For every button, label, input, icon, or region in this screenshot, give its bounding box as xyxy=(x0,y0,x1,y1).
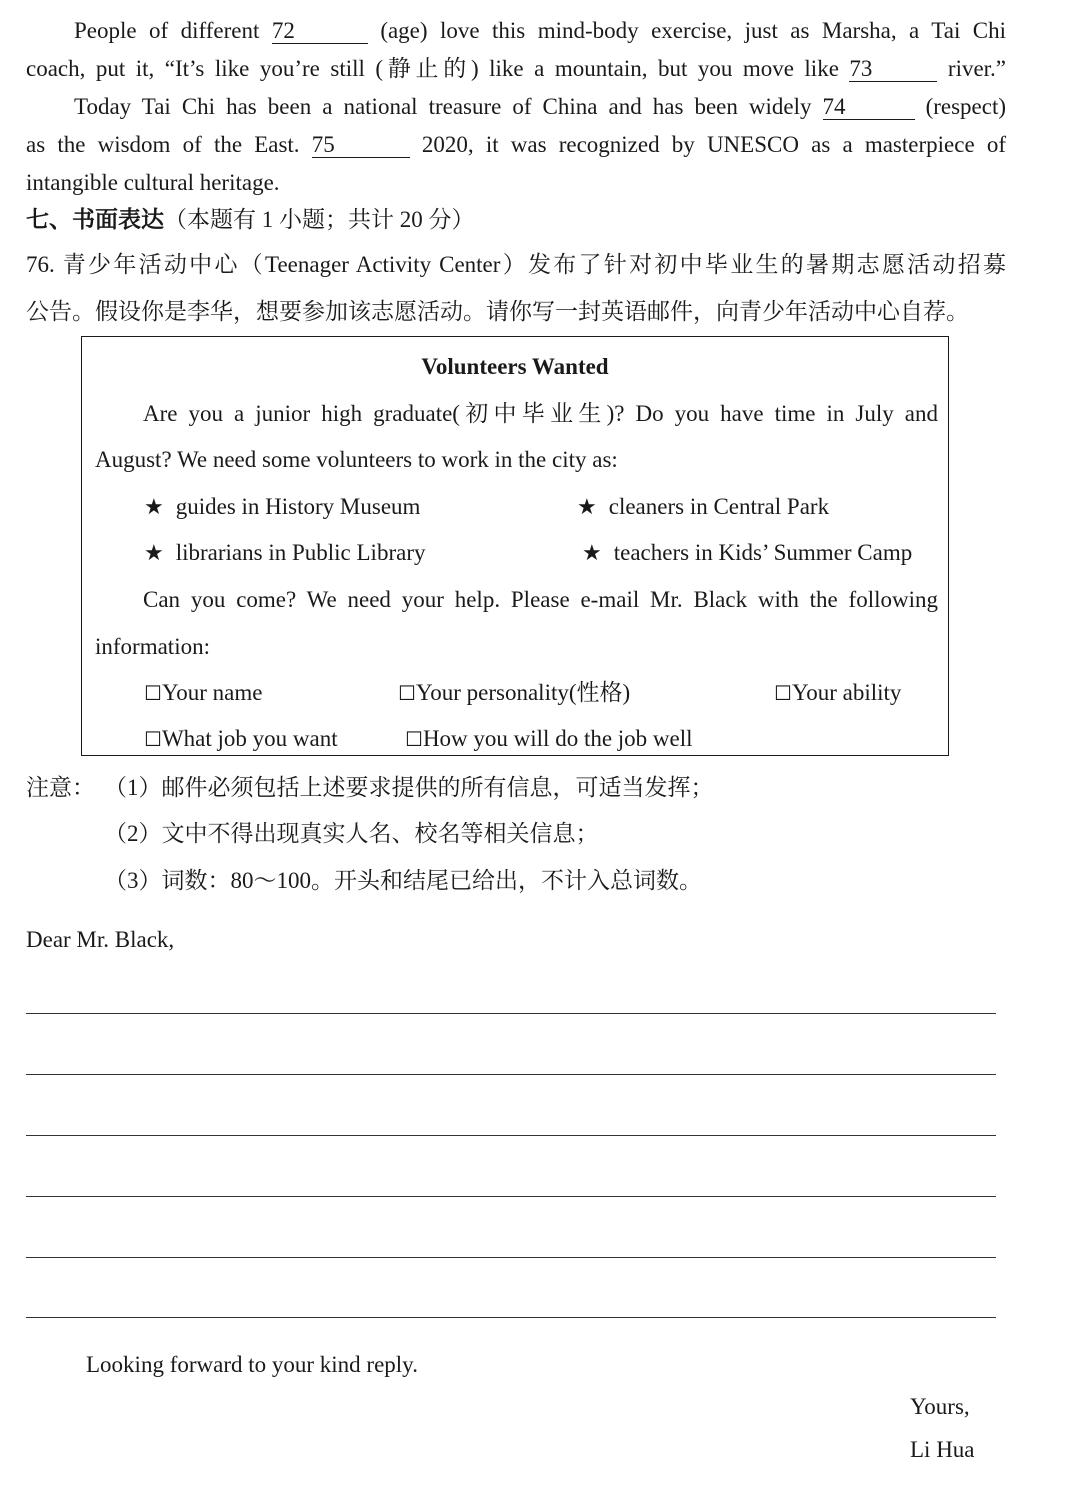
checklist-label: Your personality(性格) xyxy=(415,680,631,705)
passage-text: (respect) xyxy=(925,94,1007,119)
letter-signature: Li Hua xyxy=(910,1437,975,1462)
notice-title: Volunteers Wanted xyxy=(421,354,609,379)
job-label: librarians in Public Library xyxy=(175,540,426,565)
star-icon: ★ xyxy=(577,495,597,520)
requirement-item: （2）文中不得出现真实人名、校名等相关信息； xyxy=(104,821,599,846)
checklist-label: Your ability xyxy=(791,680,902,705)
writing-line[interactable] xyxy=(26,1317,996,1318)
writing-line[interactable] xyxy=(26,1074,996,1075)
section-note: （本题有 1 小题；共计 20 分） xyxy=(164,207,475,232)
checkbox-icon: ☐ xyxy=(405,727,423,751)
checkbox-icon: ☐ xyxy=(774,681,792,705)
checklist-item xyxy=(144,724,338,754)
writing-line[interactable] xyxy=(26,1013,996,1014)
passage-line-3 xyxy=(26,92,1006,122)
passage-line-1 xyxy=(26,16,1006,46)
letter-greeting: Dear Mr. Black, xyxy=(26,927,175,952)
notice-ask-line-2: information: xyxy=(95,634,210,659)
notice-ask-line-1 xyxy=(95,585,938,615)
checklist-label: Your name xyxy=(161,680,263,705)
job-item xyxy=(144,538,425,569)
job-item xyxy=(582,538,912,569)
writing-line[interactable] xyxy=(26,1196,996,1197)
star-icon: ★ xyxy=(144,541,164,566)
checkbox-icon: ☐ xyxy=(144,681,162,705)
letter-signoff: Yours, xyxy=(910,1394,970,1419)
star-icon: ★ xyxy=(144,495,164,520)
job-item xyxy=(144,492,420,523)
checklist-item xyxy=(405,724,693,754)
blank-74: 74 xyxy=(823,95,915,120)
notice-intro-line-2: August? We need some volunteers to work in the city as: xyxy=(95,447,618,472)
passage-text: People of different xyxy=(74,18,260,43)
requirement-item: （1）邮件必须包括上述要求提供的所有信息，可适当发挥； xyxy=(104,775,714,800)
checklist-label: How you will do the job well xyxy=(422,726,693,751)
passage-text: (age) love this mind-body exercise, just as Marsha, a Tai Chi xyxy=(380,18,1007,43)
requirements-label: 注意： xyxy=(26,775,95,800)
blank-72: 72 xyxy=(272,19,368,44)
checkbox-icon: ☐ xyxy=(398,681,416,705)
letter-closing-line: Looking forward to your kind reply. xyxy=(86,1352,418,1377)
notice-ask-text: Can you come? We need your help. Please e-mail Mr. Black with the following xyxy=(143,587,938,612)
passage-text: river.” xyxy=(947,56,1007,81)
passage-line-4 xyxy=(26,130,1006,160)
requirement-item: （3）词数：80～100。开头和结尾已给出，不计入总词数。 xyxy=(104,868,702,893)
volunteer-notice-box xyxy=(81,336,949,756)
notice-intro-text: Are you a junior high graduate(初中毕业生)? Do you have time in July and xyxy=(143,401,938,426)
section-title: 七、书面表达 xyxy=(26,207,164,232)
passage-text: Today Tai Chi has been a national treasure of China and has been widely xyxy=(74,94,812,119)
writing-line[interactable] xyxy=(26,1257,996,1258)
notice-intro-line-1 xyxy=(95,399,938,429)
blank-75: 75 xyxy=(312,133,410,158)
question-line-2: 公告。假设你是李华，想要参加该志愿活动。请你写一封英语邮件，向青少年活动中心自荐。 xyxy=(26,299,969,324)
checkbox-icon: ☐ xyxy=(144,727,162,751)
job-label: cleaners in Central Park xyxy=(608,494,830,519)
checklist-label: What job you want xyxy=(161,726,338,751)
passage-text: as the wisdom of the East. xyxy=(26,132,300,157)
question-text: 76. 青少年活动中心（Teenager Activity Center）发布了针对初中毕业生的暑期志愿活动招募 xyxy=(26,252,1006,277)
question-line-1 xyxy=(26,250,1006,280)
job-item xyxy=(577,492,829,523)
job-label: guides in History Museum xyxy=(175,494,421,519)
passage-text: coach, put it, “It’s like you’re still (静止的) like a mountain, but you move like xyxy=(26,56,839,81)
writing-line[interactable] xyxy=(26,1135,996,1136)
section-heading xyxy=(26,205,1006,235)
blank-73: 73 xyxy=(849,57,937,82)
star-icon: ★ xyxy=(582,541,602,566)
passage-line-5: intangible cultural heritage. xyxy=(26,170,280,195)
passage-line-2 xyxy=(26,54,1006,84)
checklist-item xyxy=(398,678,630,708)
checklist-item xyxy=(774,678,901,708)
job-label: teachers in Kids’ Summer Camp xyxy=(613,540,913,565)
passage-text: 2020, it was recognized by UNESCO as a masterpiece of xyxy=(421,132,1006,157)
checklist-item xyxy=(144,678,262,708)
